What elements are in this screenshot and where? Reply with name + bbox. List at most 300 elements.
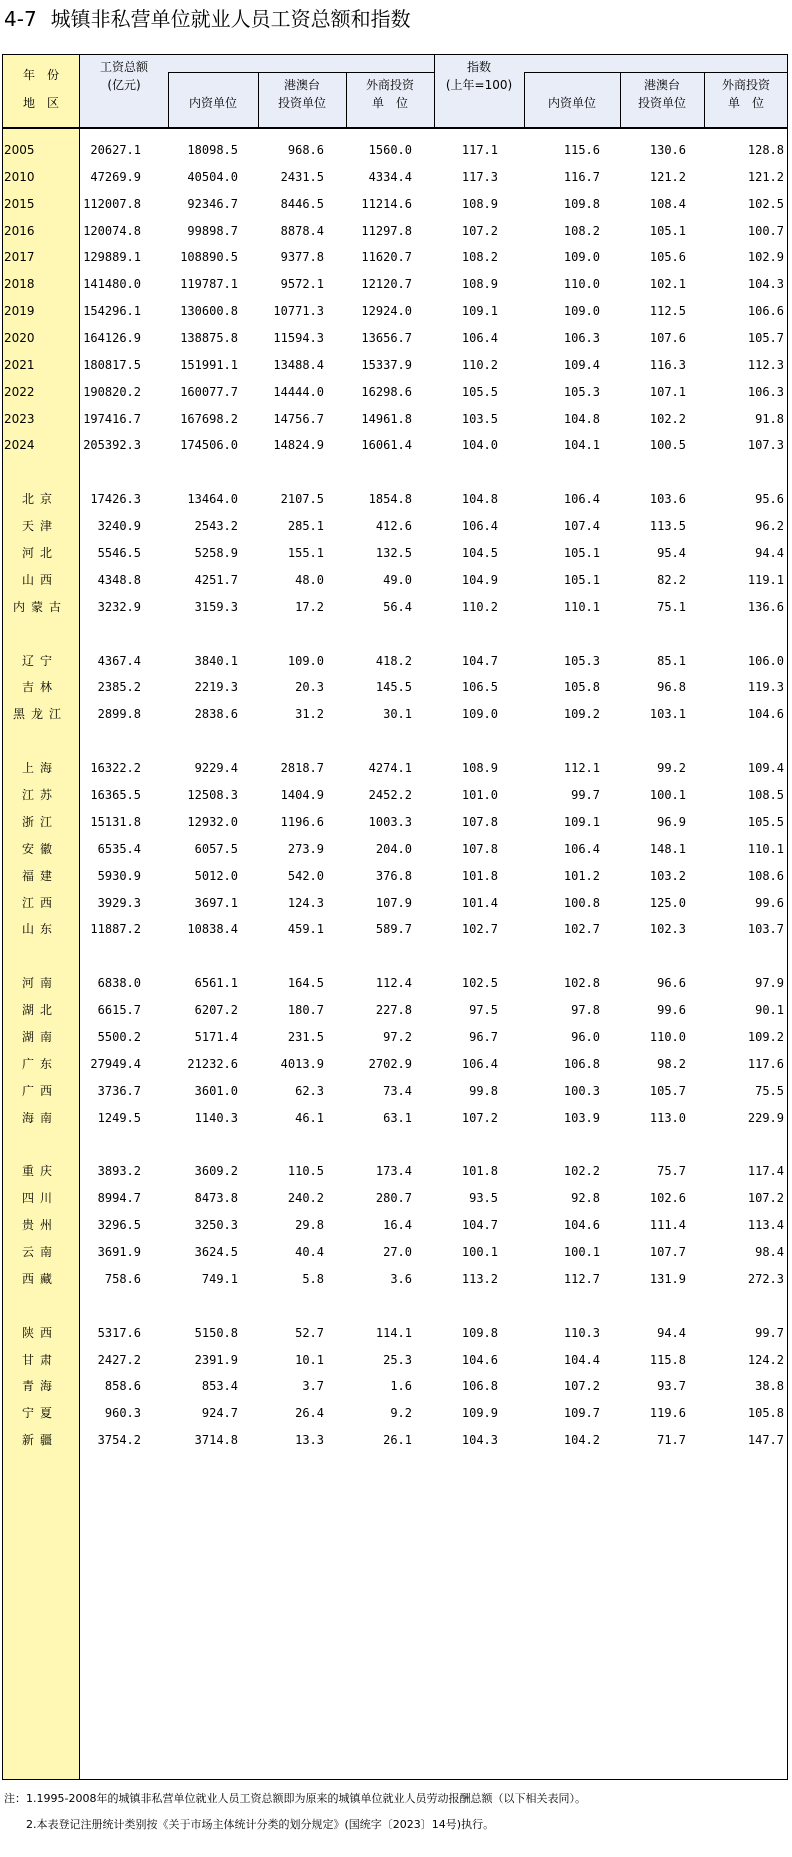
- row-value: 109.8: [461, 1326, 498, 1340]
- table-row: [0, 516, 789, 536]
- row-value: 2391.9: [194, 1353, 238, 1367]
- table-row: [0, 1242, 789, 1262]
- wage-table: [0, 54, 789, 1780]
- row-value: 14824.9: [273, 438, 324, 452]
- row-value: 106.4: [461, 519, 498, 533]
- row-value: 106.4: [461, 1057, 498, 1071]
- row-value: 6615.7: [97, 1003, 141, 1017]
- row-value: 3714.8: [194, 1433, 238, 1447]
- header-index-domestic: 内资单位: [547, 96, 596, 110]
- row-value: 90.1: [755, 1003, 784, 1017]
- table-row: [0, 1269, 789, 1289]
- rule-bottom: [2, 1779, 788, 1780]
- row-value: 5171.4: [194, 1030, 238, 1044]
- row-label: 2024: [4, 438, 35, 452]
- row-value: 91.8: [755, 412, 784, 426]
- row-value: 285.1: [287, 519, 324, 533]
- row-value: 110.3: [563, 1326, 600, 1340]
- row-value: 4334.4: [368, 170, 412, 184]
- row-value: 106.5: [461, 680, 498, 694]
- row-value: 116.3: [649, 358, 686, 372]
- table-row: [0, 1054, 789, 1074]
- row-value: 12508.3: [187, 788, 238, 802]
- row-value: 121.2: [649, 170, 686, 184]
- row-value: 107.6: [649, 331, 686, 345]
- table-row: [0, 1081, 789, 1101]
- row-value: 85.1: [657, 654, 686, 668]
- row-value: 106.3: [747, 385, 784, 399]
- row-label: 2018: [4, 277, 35, 291]
- row-value: 5258.9: [194, 546, 238, 560]
- row-value: 141480.0: [83, 277, 141, 291]
- row-value: 107.8: [461, 842, 498, 856]
- row-value: 3736.7: [97, 1084, 141, 1098]
- row-label: 海南: [21, 1111, 58, 1125]
- row-value: 107.2: [461, 1111, 498, 1125]
- row-value: 105.5: [747, 815, 784, 829]
- table-row: [0, 274, 789, 294]
- row-value: 6838.0: [97, 976, 141, 990]
- row-label: 2019: [4, 304, 35, 318]
- header-year-label: 年 份: [22, 68, 59, 82]
- row-value: 104.9: [461, 573, 498, 587]
- row-value: 20627.1: [90, 143, 141, 157]
- row-value: 29.8: [295, 1218, 324, 1232]
- row-value: 105.5: [461, 385, 498, 399]
- header-foreign: 外商投资: [365, 78, 414, 92]
- row-value: 100.1: [563, 1245, 600, 1259]
- table-row: [0, 597, 789, 617]
- row-value: 102.5: [747, 197, 784, 211]
- row-value: 100.7: [747, 224, 784, 238]
- row-value: 113.5: [649, 519, 686, 533]
- row-value: 3232.9: [97, 600, 141, 614]
- row-value: 99.6: [657, 1003, 686, 1017]
- row-value: 412.6: [375, 519, 412, 533]
- row-value: 38.8: [755, 1379, 784, 1393]
- row-value: 110.1: [747, 842, 784, 856]
- row-label: 甘肃: [21, 1353, 58, 1367]
- row-value: 99.8: [469, 1084, 498, 1098]
- row-label: 湖南: [21, 1030, 58, 1044]
- row-value: 96.9: [657, 815, 686, 829]
- row-value: 5.8: [302, 1272, 324, 1286]
- row-value: 13.3: [295, 1433, 324, 1447]
- row-value: 12924.0: [361, 304, 412, 318]
- row-value: 103.7: [747, 922, 784, 936]
- row-value: 10.1: [295, 1353, 324, 1367]
- table-row: [0, 1403, 789, 1423]
- row-value: 112007.8: [83, 197, 141, 211]
- row-value: 6561.1: [194, 976, 238, 990]
- row-value: 15337.9: [361, 358, 412, 372]
- row-value: 109.9: [461, 1406, 498, 1420]
- row-value: 155.1: [287, 546, 324, 560]
- row-label: 陕西: [21, 1326, 58, 1340]
- rule-header-col-6: [620, 72, 621, 127]
- row-value: 205392.3: [83, 438, 141, 452]
- row-label: 2010: [4, 170, 35, 184]
- row-value: 130600.8: [180, 304, 238, 318]
- row-value: 101.4: [461, 896, 498, 910]
- row-value: 109.4: [563, 358, 600, 372]
- row-value: 9377.8: [280, 250, 324, 264]
- header-index-base: (上年=100): [445, 78, 513, 92]
- row-value: 104.3: [461, 1433, 498, 1447]
- row-value: 102.5: [461, 976, 498, 990]
- row-value: 71.7: [657, 1433, 686, 1447]
- row-value: 113.2: [461, 1272, 498, 1286]
- row-value: 105.1: [563, 573, 600, 587]
- row-value: 107.7: [649, 1245, 686, 1259]
- row-value: 147.7: [747, 1433, 784, 1447]
- row-value: 99.7: [755, 1326, 784, 1340]
- rule-header-bottom: [2, 127, 788, 129]
- table-row: [0, 1161, 789, 1181]
- row-value: 114.1: [375, 1326, 412, 1340]
- row-value: 105.3: [563, 654, 600, 668]
- row-value: 30.1: [383, 707, 412, 721]
- row-value: 2452.2: [368, 788, 412, 802]
- row-label: 2017: [4, 250, 35, 264]
- rule-top: [2, 54, 788, 55]
- header-hmt: 港澳台: [283, 78, 320, 92]
- row-value: 14961.8: [361, 412, 412, 426]
- row-value: 103.1: [649, 707, 686, 721]
- table-row: [0, 1430, 789, 1450]
- row-value: 31.2: [295, 707, 324, 721]
- row-value: 8473.8: [194, 1191, 238, 1205]
- row-value: 117.3: [461, 170, 498, 184]
- row-value: 2385.2: [97, 680, 141, 694]
- rule-header-col-5: [524, 72, 525, 127]
- row-value: 5930.9: [97, 869, 141, 883]
- row-value: 1.6: [390, 1379, 412, 1393]
- row-value: 101.8: [461, 869, 498, 883]
- table-row: [0, 489, 789, 509]
- row-value: 16.4: [383, 1218, 412, 1232]
- row-value: 82.2: [657, 573, 686, 587]
- table-row: [0, 677, 789, 697]
- row-value: 1140.3: [194, 1111, 238, 1125]
- row-value: 106.4: [461, 331, 498, 345]
- row-value: 115.8: [649, 1353, 686, 1367]
- row-value: 229.9: [747, 1111, 784, 1125]
- row-value: 11887.2: [90, 922, 141, 936]
- row-value: 111.4: [649, 1218, 686, 1232]
- row-value: 112.7: [563, 1272, 600, 1286]
- row-value: 145.5: [375, 680, 412, 694]
- row-value: 104.5: [461, 546, 498, 560]
- row-value: 106.8: [461, 1379, 498, 1393]
- row-value: 4251.7: [194, 573, 238, 587]
- row-value: 75.1: [657, 600, 686, 614]
- row-value: 3240.9: [97, 519, 141, 533]
- row-label: 江西: [21, 896, 58, 910]
- row-value: 105.1: [563, 546, 600, 560]
- table-row: [0, 543, 789, 563]
- row-value: 1003.3: [368, 815, 412, 829]
- row-value: 96.0: [571, 1030, 600, 1044]
- row-value: 10771.3: [273, 304, 324, 318]
- row-value: 148.1: [649, 842, 686, 856]
- row-value: 119.6: [649, 1406, 686, 1420]
- row-value: 8878.4: [280, 224, 324, 238]
- row-value: 164.5: [287, 976, 324, 990]
- row-label: 2020: [4, 331, 35, 345]
- row-value: 109.0: [563, 250, 600, 264]
- row-value: 102.7: [461, 922, 498, 936]
- row-value: 8446.5: [280, 197, 324, 211]
- header-hmt-2: 投资单位: [277, 96, 326, 110]
- row-value: 180.7: [287, 1003, 324, 1017]
- row-value: 112.3: [747, 358, 784, 372]
- row-value: 107.4: [563, 519, 600, 533]
- row-value: 154296.1: [83, 304, 141, 318]
- row-value: 131.9: [649, 1272, 686, 1286]
- row-value: 97.5: [469, 1003, 498, 1017]
- row-label: 黑龙江: [12, 707, 67, 721]
- row-value: 102.8: [563, 976, 600, 990]
- row-value: 110.2: [461, 600, 498, 614]
- row-value: 3.7: [302, 1379, 324, 1393]
- row-value: 104.8: [461, 492, 498, 506]
- row-value: 108.2: [563, 224, 600, 238]
- row-value: 75.7: [657, 1164, 686, 1178]
- row-value: 109.7: [563, 1406, 600, 1420]
- row-value: 109.0: [461, 707, 498, 721]
- row-value: 98.2: [657, 1057, 686, 1071]
- row-value: 11297.8: [361, 224, 412, 238]
- row-value: 106.3: [563, 331, 600, 345]
- row-value: 104.7: [461, 1218, 498, 1232]
- row-value: 92.8: [571, 1191, 600, 1205]
- row-value: 11620.7: [361, 250, 412, 264]
- row-value: 2818.7: [280, 761, 324, 775]
- row-value: 92346.7: [187, 197, 238, 211]
- header-foreign-2: 单 位: [371, 96, 408, 110]
- row-value: 105.8: [563, 680, 600, 694]
- row-value: 104.1: [563, 438, 600, 452]
- row-value: 96.8: [657, 680, 686, 694]
- row-value: 1404.9: [280, 788, 324, 802]
- row-value: 3691.9: [97, 1245, 141, 1259]
- row-value: 190820.2: [83, 385, 141, 399]
- row-value: 3624.5: [194, 1245, 238, 1259]
- row-value: 46.1: [295, 1111, 324, 1125]
- table-row: [0, 570, 789, 590]
- row-value: 18098.5: [187, 143, 238, 157]
- row-value: 106.6: [747, 304, 784, 318]
- row-label: 重庆: [21, 1164, 58, 1178]
- row-value: 109.0: [563, 304, 600, 318]
- row-value: 121.2: [747, 170, 784, 184]
- row-label: 北京: [21, 492, 58, 506]
- row-value: 138875.8: [180, 331, 238, 345]
- row-value: 853.4: [201, 1379, 238, 1393]
- row-value: 105.7: [649, 1084, 686, 1098]
- row-value: 116.7: [563, 170, 600, 184]
- row-value: 6207.2: [194, 1003, 238, 1017]
- row-value: 97.2: [383, 1030, 412, 1044]
- rule-sub-header: [168, 72, 434, 73]
- row-value: 115.6: [563, 143, 600, 157]
- header-total-wage-unit: (亿元): [107, 78, 141, 92]
- row-value: 3697.1: [194, 896, 238, 910]
- row-value: 8994.7: [97, 1191, 141, 1205]
- row-value: 4348.8: [97, 573, 141, 587]
- row-value: 109.1: [563, 815, 600, 829]
- row-label: 江苏: [21, 788, 58, 802]
- row-value: 136.6: [747, 600, 784, 614]
- row-value: 100.8: [563, 896, 600, 910]
- row-value: 117.4: [747, 1164, 784, 1178]
- row-value: 47269.9: [90, 170, 141, 184]
- row-value: 542.0: [287, 869, 324, 883]
- header-index: 指数: [466, 60, 491, 74]
- row-label: 辽宁: [21, 654, 58, 668]
- row-value: 95.6: [755, 492, 784, 506]
- row-value: 102.2: [563, 1164, 600, 1178]
- row-value: 110.2: [461, 358, 498, 372]
- row-value: 25.3: [383, 1353, 412, 1367]
- row-value: 4274.1: [368, 761, 412, 775]
- row-value: 103.9: [563, 1111, 600, 1125]
- row-value: 5150.8: [194, 1326, 238, 1340]
- row-value: 12120.7: [361, 277, 412, 291]
- row-value: 106.8: [563, 1057, 600, 1071]
- row-label: 上海: [21, 761, 58, 775]
- row-label: 湖北: [21, 1003, 58, 1017]
- row-value: 9229.4: [194, 761, 238, 775]
- row-value: 96.6: [657, 976, 686, 990]
- row-value: 167698.2: [180, 412, 238, 426]
- row-value: 104.4: [563, 1353, 600, 1367]
- row-value: 3840.1: [194, 654, 238, 668]
- row-value: 104.0: [461, 438, 498, 452]
- row-label: 河南: [21, 976, 58, 990]
- row-label: 天津: [21, 519, 58, 533]
- row-value: 1196.6: [280, 815, 324, 829]
- row-value: 102.6: [649, 1191, 686, 1205]
- row-label: 贵州: [21, 1218, 58, 1232]
- row-value: 160077.7: [180, 385, 238, 399]
- row-value: 231.5: [287, 1030, 324, 1044]
- row-value: 418.2: [375, 654, 412, 668]
- row-value: 105.6: [649, 250, 686, 264]
- row-value: 102.3: [649, 922, 686, 936]
- row-value: 110.1: [563, 600, 600, 614]
- row-value: 112.1: [563, 761, 600, 775]
- row-value: 174506.0: [180, 438, 238, 452]
- row-value: 132.5: [375, 546, 412, 560]
- row-value: 9572.1: [280, 277, 324, 291]
- rule-index-divider: [434, 54, 435, 127]
- row-value: 104.8: [563, 412, 600, 426]
- table-row: [0, 1000, 789, 1020]
- row-value: 1249.5: [97, 1111, 141, 1125]
- row-value: 104.6: [747, 707, 784, 721]
- table-row: [0, 247, 789, 267]
- row-value: 75.5: [755, 1084, 784, 1098]
- header-index-hmt: 港澳台: [643, 78, 680, 92]
- row-value: 16061.4: [361, 438, 412, 452]
- row-value: 227.8: [375, 1003, 412, 1017]
- row-value: 125.0: [649, 896, 686, 910]
- row-value: 93.7: [657, 1379, 686, 1393]
- header-index-foreign: 外商投资: [721, 78, 770, 92]
- row-value: 99898.7: [187, 224, 238, 238]
- row-value: 102.7: [563, 922, 600, 936]
- row-value: 17.2: [295, 600, 324, 614]
- row-value: 49.0: [383, 573, 412, 587]
- row-value: 858.6: [104, 1379, 141, 1393]
- row-value: 108.9: [461, 197, 498, 211]
- row-value: 11214.6: [361, 197, 412, 211]
- table-row: [0, 1215, 789, 1235]
- table-row: [0, 704, 789, 724]
- table-number: 4-7: [4, 7, 37, 31]
- table-row: [0, 355, 789, 375]
- row-value: 968.6: [287, 143, 324, 157]
- rule-header-col-1: [168, 72, 169, 127]
- row-value: 13656.7: [361, 331, 412, 345]
- row-label: 新疆: [21, 1433, 58, 1447]
- row-value: 128.8: [747, 143, 784, 157]
- row-value: 5317.6: [97, 1326, 141, 1340]
- row-value: 16298.6: [361, 385, 412, 399]
- row-value: 13464.0: [187, 492, 238, 506]
- row-value: 108890.5: [180, 250, 238, 264]
- row-value: 110.5: [287, 1164, 324, 1178]
- row-value: 27949.4: [90, 1057, 141, 1071]
- table-row: [0, 1027, 789, 1047]
- footnote-1: 注：1.1995-2008年的城镇非私营单位就业人员工资总额即为原来的城镇单位就业人员劳动报酬总额（以下相关表同）。: [4, 1792, 586, 1805]
- row-value: 99.2: [657, 761, 686, 775]
- row-value: 108.5: [747, 788, 784, 802]
- row-value: 99.7: [571, 788, 600, 802]
- row-value: 17426.3: [90, 492, 141, 506]
- row-value: 16365.5: [90, 788, 141, 802]
- row-value: 101.0: [461, 788, 498, 802]
- row-value: 100.5: [649, 438, 686, 452]
- row-label: 山西: [21, 573, 58, 587]
- row-value: 10838.4: [187, 922, 238, 936]
- row-value: 15131.8: [90, 815, 141, 829]
- row-value: 112.5: [649, 304, 686, 318]
- row-value: 107.2: [563, 1379, 600, 1393]
- row-value: 13488.4: [273, 358, 324, 372]
- row-value: 119.1: [747, 573, 784, 587]
- table-row: [0, 866, 789, 886]
- row-label: 2015: [4, 197, 35, 211]
- row-value: 14756.7: [273, 412, 324, 426]
- row-value: 104.6: [563, 1218, 600, 1232]
- row-value: 12932.0: [187, 815, 238, 829]
- table-row: [0, 812, 789, 832]
- row-value: 108.6: [747, 869, 784, 883]
- row-label: 山东: [21, 922, 58, 936]
- row-value: 104.6: [461, 1353, 498, 1367]
- row-value: 104.2: [563, 1433, 600, 1447]
- table-row: [0, 1350, 789, 1370]
- row-value: 107.3: [747, 438, 784, 452]
- row-value: 3601.0: [194, 1084, 238, 1098]
- table-row: [0, 651, 789, 671]
- row-value: 106.4: [563, 492, 600, 506]
- row-value: 109.4: [747, 761, 784, 775]
- row-value: 960.3: [104, 1406, 141, 1420]
